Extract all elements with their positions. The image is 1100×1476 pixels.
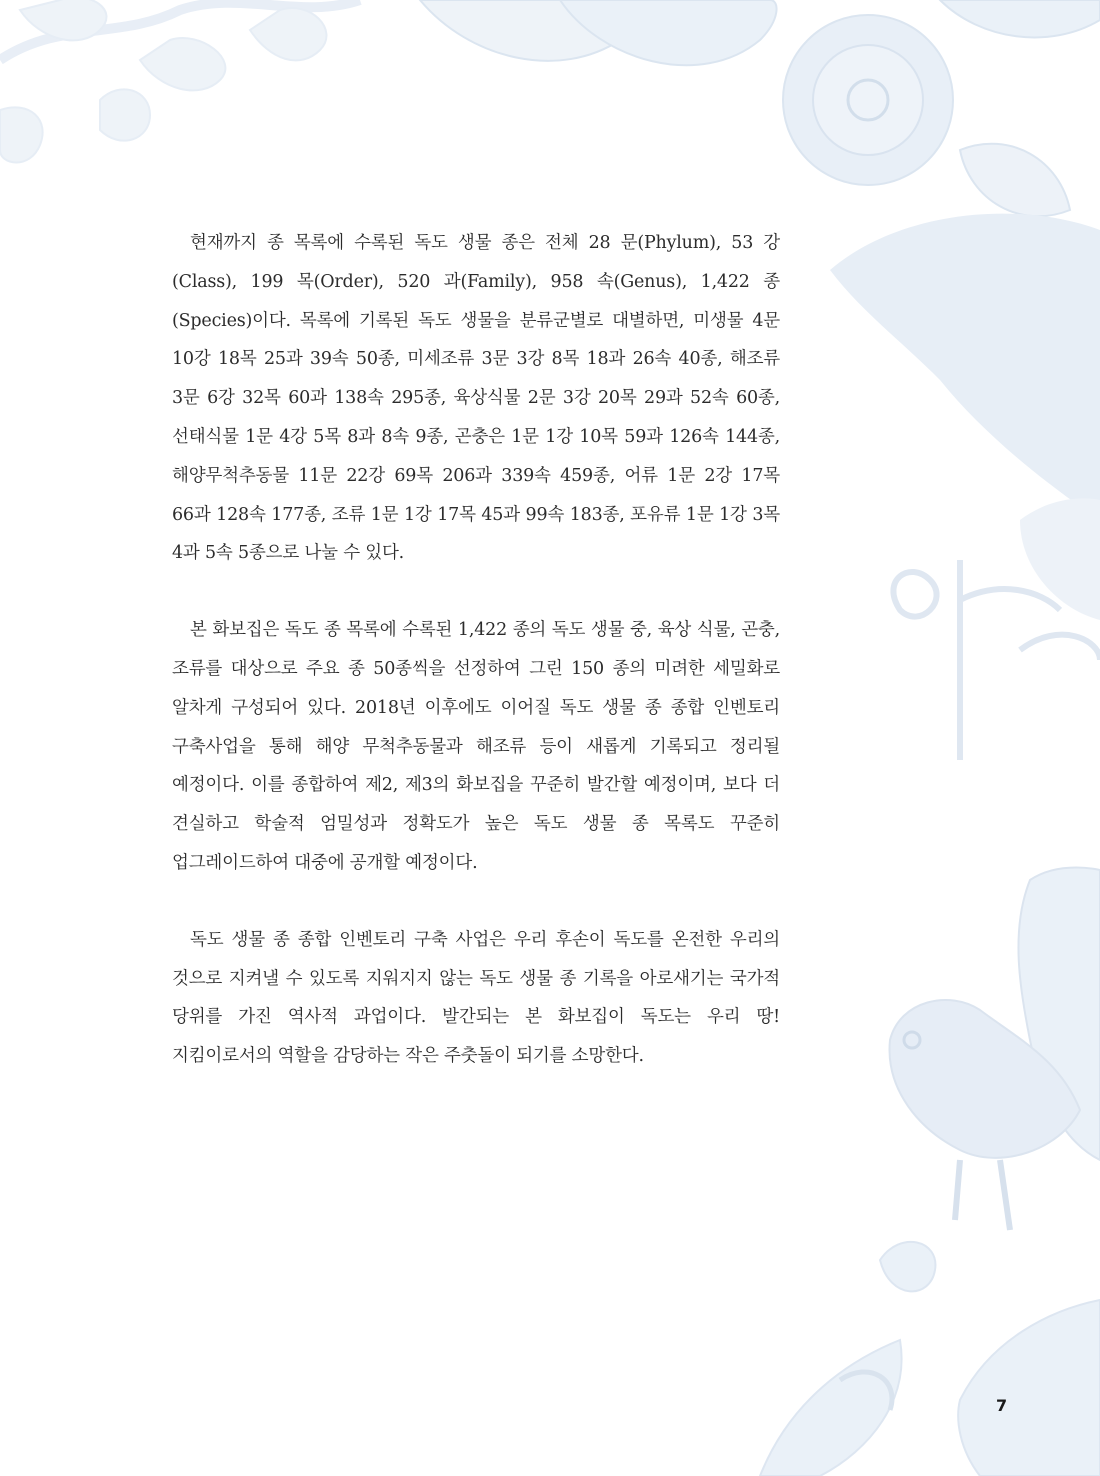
right-large-leaf: [830, 214, 1100, 620]
top-left-vine: [0, 0, 360, 163]
right-bird: [890, 868, 1100, 1231]
bottom-right-leaves: [760, 1242, 1100, 1476]
body-text-column: [172, 224, 780, 1114]
paragraph-book-composition: 본 화보집은 독도 종 목록에 수록된 1,422 종의 독도 생물 중, 육상 식물, 곤충, 조류를 대상으로 주요 종 50종씩을 선정하여 그린 150 종의 미려한 세밀화로 알차게 구성되어 있다. 2018년 이후에도 이어질 독도 생물 종 종합 인벤토리 구축사업을 통해 해양 무척추동물과 해조류 등이 새롭게 기록되고 정리될 예정이다. 이를 종합하여 제2, 제3의 화보집을 꾸준히 발간할 예정이며, 보다 더 견실하고 학술적 엄밀성과 정확도가 높은 독도 생물 종 목록도 꾸준히 업그레이드하여 대중에 공개할 예정이다.: [172, 620, 780, 873]
top-right-flower: [420, 0, 1100, 216]
paragraph-species-summary: 현재까지 종 목록에 수록된 독도 생물 종은 전체 28 문(Phylum), 53 강(Class), 199 목(Order), 520 과(Family), 958 속(Genus), 1,422 종(Species)이다. 목록에 기록된 독도 생물을 분류군별로 대별하면, 미생물 4문 10강 18목 25과 39속 50종, 미세조류 3문 3강 8목 18과 26속 40종, 해조류 3문 6강 32목 60과 138속 295종, 육상식물 2문 3강 20목 29과 52속 60종, 선태식물 1문 4강 5목 8과 8속 9종, 곤충은 1문 1강 10목 59과 126속 144종, 해양무척추동물 11문 22강 69목 206과 339속 459종, 어류 1문 2강 17목 66과 128속 177종, 조류 1문 1강 17목 45과 99속 183종, 포유류 1문 1강 3목 4과 5속 5종으로 나눌 수 있다.: [172, 233, 780, 564]
paragraph-project-significance: 독도 생물 종 종합 인벤토리 구축 사업은 우리 후손이 독도를 온전한 우리의 것으로 지켜낼 수 있도록 지워지지 않는 독도 생물 종 기록을 아로새기는 국가적 당위를 가진 역사적 과업이다. 발간되는 본 화보집이 독도는 우리 땅! 지킴이로서의 역할을 감당하는 작은 주춧돌이 되기를 소망한다.: [172, 929, 780, 1067]
page-number: 7: [996, 1396, 1008, 1415]
